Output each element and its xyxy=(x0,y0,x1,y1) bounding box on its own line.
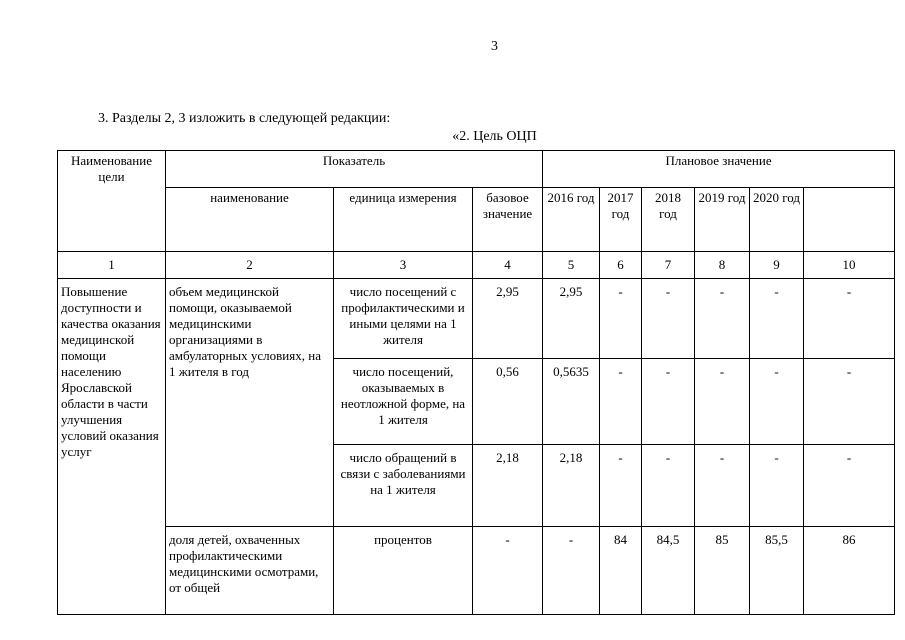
value-2018: - xyxy=(642,359,695,445)
value-2016: 0,5635 xyxy=(543,359,600,445)
value-2020: 85,5 xyxy=(750,527,804,615)
section-title: «2. Цель ОЦП xyxy=(452,129,537,144)
value-2016: 2,18 xyxy=(543,445,600,527)
value-2017: 84 xyxy=(600,527,642,615)
col-number: 5 xyxy=(543,252,600,279)
col-number: 6 xyxy=(600,252,642,279)
value-2020: - xyxy=(750,359,804,445)
header-2019: 2019 год xyxy=(695,187,750,251)
col-number: 2 xyxy=(166,252,334,279)
col-number: 8 xyxy=(695,252,750,279)
limit-value: - xyxy=(804,359,895,445)
value-2019: - xyxy=(695,359,750,445)
header-base: базовое значение xyxy=(473,187,543,251)
header-2018: 2018 год xyxy=(642,187,695,251)
value-2018: 84,5 xyxy=(642,527,695,615)
header-name: наименование xyxy=(166,187,334,251)
base-value: 2,18 xyxy=(473,445,543,527)
value-2017: - xyxy=(600,359,642,445)
limit-value: - xyxy=(804,279,895,359)
header-goal-name: Наименование цели xyxy=(58,151,166,252)
indicator-name: доля детей, охваченных профилактическими медицинскими осмотрами, от общей xyxy=(166,527,334,615)
limit-value: 86 xyxy=(804,527,895,615)
col-number: 10 xyxy=(804,252,895,279)
value-2016: - xyxy=(543,527,600,615)
goal-text: Повышение доступности и качества оказания медицинской помощи населению Ярославской области в части улучшения условий оказания услуг xyxy=(58,279,166,615)
indicator-unit: число посещений, оказываемых в неотложной форме, на 1 жителя xyxy=(334,359,473,445)
value-2016: 2,95 xyxy=(543,279,600,359)
indicator-unit: процентов xyxy=(334,527,473,615)
table-row xyxy=(58,527,895,615)
header-2016: 2016 год xyxy=(543,187,600,251)
table-row xyxy=(58,279,895,359)
indicator-unit: число посещений с профилактическими и иными целями на 1 жителя xyxy=(334,279,473,359)
value-2017: - xyxy=(600,279,642,359)
col-number: 9 xyxy=(750,252,804,279)
col-number: 3 xyxy=(334,252,473,279)
goal-indicators-table xyxy=(57,150,895,615)
header-2020: 2020 год xyxy=(750,187,804,251)
col-number: 1 xyxy=(58,252,166,279)
col-number: 7 xyxy=(642,252,695,279)
indicator-unit: число обращений в связи с заболеваниями на 1 жителя xyxy=(334,445,473,527)
value-2018: - xyxy=(642,445,695,527)
header-row-1 xyxy=(58,151,895,188)
value-2020: - xyxy=(750,445,804,527)
base-value: 2,95 xyxy=(473,279,543,359)
value-2019: 85 xyxy=(695,527,750,615)
value-2019: - xyxy=(695,445,750,527)
header-row-2 xyxy=(58,187,895,251)
page-number: 3 xyxy=(491,39,498,54)
value-2018: - xyxy=(642,279,695,359)
intro-text: 3. Разделы 2, 3 изложить в следующей редакции: xyxy=(98,111,391,126)
header-plan-value: Плановое значение xyxy=(543,151,895,188)
base-value: 0,56 xyxy=(473,359,543,445)
base-value: - xyxy=(473,527,543,615)
header-2017: 2017 год xyxy=(600,187,642,251)
value-2020: - xyxy=(750,279,804,359)
value-2019: - xyxy=(695,279,750,359)
header-indicator: Показатель xyxy=(166,151,543,188)
col-number: 4 xyxy=(473,252,543,279)
value-2017: - xyxy=(600,445,642,527)
header-unit: единица измерения xyxy=(334,187,473,251)
limit-value: - xyxy=(804,445,895,527)
column-numbers-row xyxy=(58,252,895,279)
indicator-name: объем медицинской помощи, оказываемой медицинскими организациями в амбулаторных условиях, на 1 жителя в год xyxy=(166,279,334,527)
